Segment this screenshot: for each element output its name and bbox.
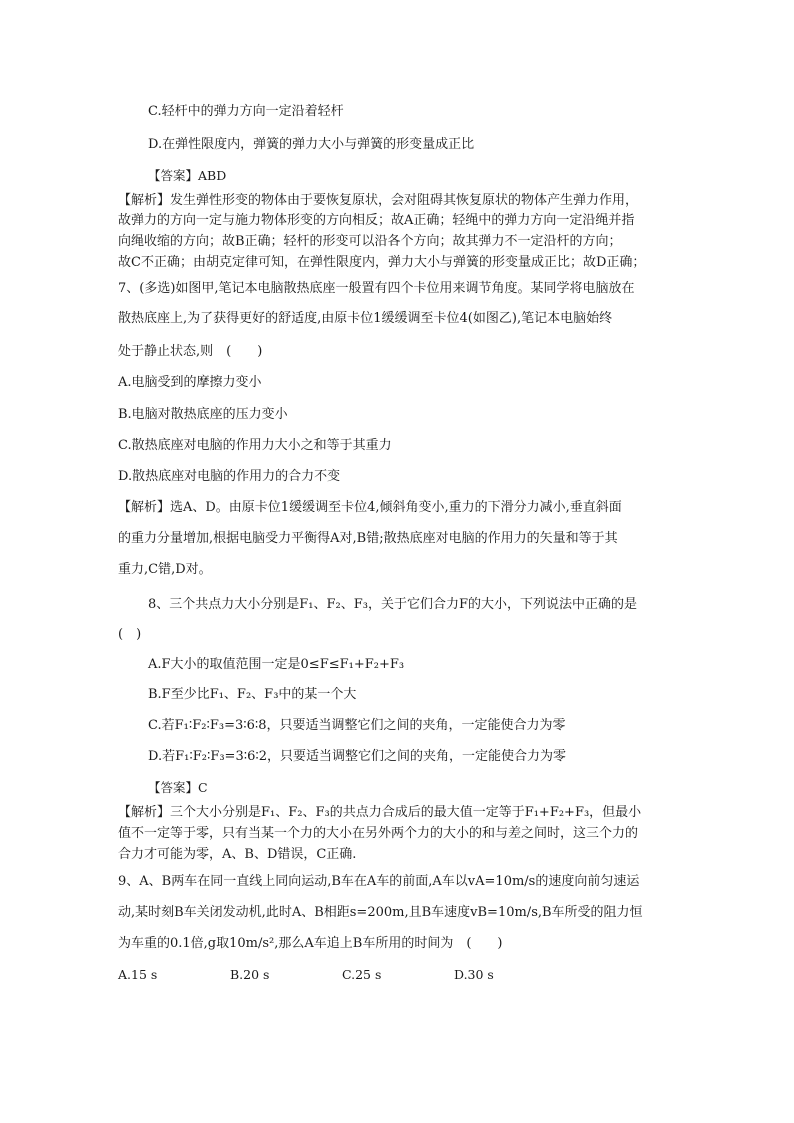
analysis-6-line-2: 故弹力的方向一定与施力物体形变的方向相反；故A正确；轻绳中的弹力方向一定沿绳并指 — [118, 213, 635, 228]
question-7-line-3: 处于静止状态,则 ( ) — [118, 344, 263, 359]
analysis-6-line-4: 故C不正确；由胡克定律可知，在弹性限度内，弹力大小与弹簧的形变量成正比；故D正确； — [118, 255, 646, 270]
option-6c: C.轻杆中的弹力方向一定沿着轻杆 — [148, 104, 344, 119]
question-8-line-1: 8、三个共点力大小分别是F₁、F₂、F₃，关于它们合力F的大小，下列说法中正确的是 — [148, 597, 637, 612]
option-8b: B.F至少比F₁、F₂、F₃中的某一个大 — [148, 687, 357, 702]
option-9b: B.20 s — [230, 967, 270, 982]
analysis-6-line-3: 向绳收缩的方向；故B正确；轻杆的形变可以沿各个方向；故其弹力不一定沿杆的方向； — [118, 234, 622, 249]
question-9-line-3: 为车重的0.1倍,g取10m/s²,那么A车追上B车所用的时间为 ( ) — [118, 936, 503, 951]
answer-8: 【答案】C — [148, 780, 208, 795]
analysis-8-line-1: 【解析】三个大小分别是F₁、F₂、F₃的共点力合成后的最大值一定等于F₁+F₂+F₃，但最小 — [118, 805, 642, 820]
option-7c: C.散热底座对电脑的作用力大小之和等于其重力 — [118, 438, 392, 453]
analysis-8-line-2: 值不一定等于零，只有当某一个力的大小在另外两个力的大小的和与差之间时，这三个力的 — [118, 826, 639, 841]
question-8-line-2: ( ) — [118, 627, 142, 642]
option-9a: A.15 s — [118, 967, 158, 982]
answer-6: 【答案】ABD — [148, 168, 227, 183]
question-9-line-1: 9、A、B两车在同一直线上同向运动,B车在A车的前面,A车以vA=10m/s的速度向前匀速运 — [118, 874, 640, 889]
option-9d: D.30 s — [454, 967, 494, 982]
option-7b: B.电脑对散热底座的压力变小 — [118, 407, 288, 422]
analysis-7-line-3: 重力,C错,D对。 — [118, 562, 212, 577]
analysis-7-line-2: 的重力分量增加,根据电脑受力平衡得A对,B错;散热底座对电脑的作用力的矢量和等于其 — [118, 531, 618, 546]
option-7a: A.电脑受到的摩擦力变小 — [118, 375, 262, 390]
option-6d: D.在弹性限度内，弹簧的弹力大小与弹簧的形变量成正比 — [148, 137, 475, 152]
option-7d: D.散热底座对电脑的作用力的合力不变 — [118, 469, 341, 484]
option-8d: D.若F₁∶F₂∶F₃=3∶6∶2，只要适当调整它们之间的夹角，一定能使合力为零 — [148, 749, 567, 764]
question-7-line-2: 散热底座上,为了获得更好的舒适度,由原卡位1缓缓调至卡位4(如图乙),笔记本电脑始终 — [118, 311, 613, 326]
question-9-line-2: 动,某时刻B车关闭发动机,此时A、B相距s=200m,且B车速度vB=10m/s,B车所受的阻力恒 — [118, 905, 643, 920]
analysis-6-line-1: 【解析】发生弹性形变的物体由于要恢复原状，会对阻碍其恢复原状的物体产生弹力作用， — [118, 193, 639, 208]
option-8c: C.若F₁∶F₂∶F₃=3∶6∶8，只要适当调整它们之间的夹角，一定能使合力为零 — [148, 718, 566, 733]
option-9c: C.25 s — [342, 967, 382, 982]
option-8a: A.F大小的取值范围一定是0≤F≤F₁+F₂+F₃ — [148, 657, 405, 672]
analysis-8-line-3: 合力才可能为零，A、B、D错误，C正确. — [118, 847, 357, 862]
question-7-line-1: 7、(多选)如图甲,笔记本电脑散热底座一般置有四个卡位用来调节角度。某同学将电脑放在 — [118, 281, 635, 296]
analysis-7-line-1: 【解析】选A、D。由原卡位1缓缓调至卡位4,倾斜角变小,重力的下滑分力减小,垂直斜面 — [118, 500, 622, 515]
